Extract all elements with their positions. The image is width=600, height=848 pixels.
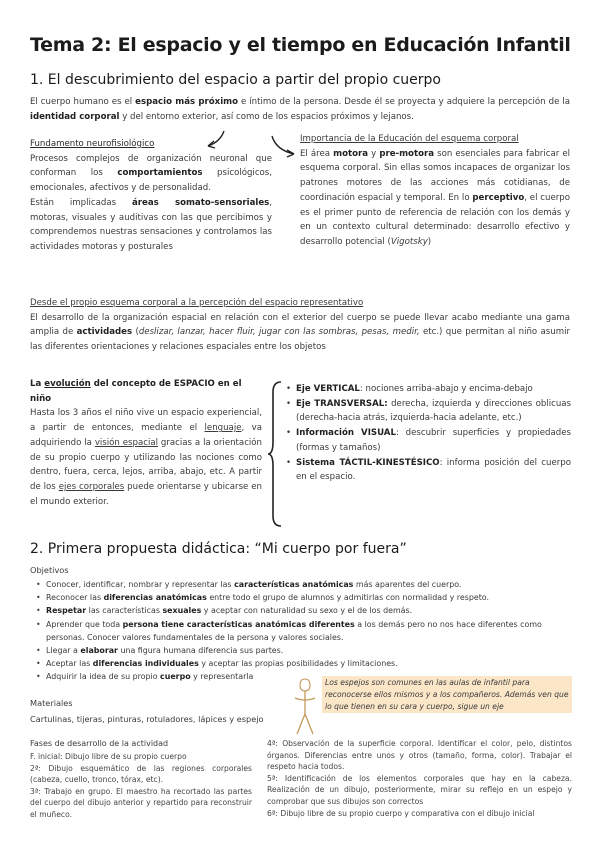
eje-item: • Información VISUAL: descubrir superficies y propiedades (formas y tamaños) [284,426,571,455]
materiales-label: Materiales [30,698,73,708]
eje-item: • Sistema TÁCTIL-KINESTÉSICO: informa posición del cuerpo en el espacio. [284,456,571,485]
objetivo-item: • Adquirir la idea de su propio cuerpo y representarla [34,670,286,683]
importancia-title: Importancia de la Educación del esquema corporal [300,134,519,144]
fases-title: Fases de desarrollo de la actividad [30,739,169,748]
fase-item: 4ª: Observación de la superficie corporal. Identificar el color, pelo, distintos órganos. Diferencias entre unos y otros (tamaño, forma, color). Trabajar el respeto hacia todos. [267,739,572,772]
objetivo-item: • Llegar a elaborar una figura humana diferencia sus partes. [34,644,574,657]
esquema-title: Desde el propio esquema corporal a la percepción del espacio representativo [30,298,364,308]
objetivo-item: • Aprender que toda persona tiene características anatómicas diferentes a los demás pero no nos hace diferentes como personas. Conocer valores fundamentales de la persona y valores sociales. [34,618,574,644]
espejos-note: Los espejos son comunes en las aulas de infantil para reconocerse ellos mismos y a los compañeros. Además ven que lo que tienen en su cara y cuerpo, sigue un eje [322,676,572,713]
objetivo-item: • Respetar las características sexuales y aceptar con naturalidad su sexo y el de los demás. [34,604,574,617]
fundamento-p2: Están implicadas áreas somato-sensoriales, motoras, visuales y auditivas con las que percibimos y comprendemos nuestras sensaciones y controlamos las actividades motoras y posturales [30,197,272,252]
ejes-list [284,382,571,485]
importancia-text: El área motora y pre-motora son esenciales para fabricar el esquema corporal. Sin ellas somos incapaces de organizar los patrones motores de las acciones más cotidianas, de coordinación espacial y temporal. En lo perceptivo, el cuerpo es el primer punto de referencia de relación con los demás y en un contexto cultural determinado: desarrollo efectivo y desarrollo potencial (Vigotsky) [300,148,571,247]
section-1-intro: El cuerpo humano es el espacio más próximo e íntimo de la persona. Desde él se proyecta y adquiere la percepción de la identidad corporal y del entorno exterior, así como de los espacios próximos y lejanos. [30,97,571,122]
objetivos-label: Objetivos [30,565,69,575]
evolucion-text: Hasta los 3 años el niño vive un espacio experiencial, a partir de entonces, mediante el lenguaje, va adquiriendo la visión espacial gracias a la orientación de su propio cuerpo y utilizando las nociones como dentro, fuera, cerca, lejos, arriba, abajo, etc. A partir de los ejes corporales puede orientarse y ubicarse en el mundo exterior. [30,408,263,507]
fases-left [30,751,252,821]
objetivo-item: • Conocer, identificar, nombrar y representar las características anatómicas más aparentes del cuerpo. [34,578,574,591]
objetivo-item: • Aceptar las diferencias individuales y aceptar las propias posibilidades y limitaciones. [34,657,574,670]
section-1-heading: 1. El descubrimiento del espacio a partir del propio cuerpo [30,72,441,88]
materiales-text: Cartulinas, tijeras, pinturas, rotuladores, lápices y espejo [30,714,264,724]
evolucion-block [30,377,262,509]
esquema-block [30,296,570,355]
section-2-heading: 2. Primera propuesta didáctica: “Mi cuerpo por fuera” [30,541,407,557]
fase-item: 5ª: Identificación de los elementos corporales que hay en la cabeza. Realización de un dibujo, posteriormente, mirar su reflejo en un espejo y comprobar que sus dibujos son correctos [267,773,572,806]
evolucion-title: La evolución del concepto de ESPACIO en el niño [30,379,242,404]
fase-item: 6ª: Dibujo libre de su propio cuerpo y comparativa con el dibujo inicial [267,808,535,818]
objetivos-list [34,578,574,684]
fase-item: F. inicial: Dibujo libre de su propio cuerpo [30,752,187,761]
fases-right [267,738,572,819]
fase-item: 2ª: Dibujo esquemático de las regiones corporales (cabeza, cuello, tronco, tórax, etc). [30,763,252,785]
fase-item: 3ª: Trabajo en grupo. El maestro ha recortado las partes del cuerpo del dibujo anterior y repartido para reconstruir el muñeco. [30,786,252,819]
esquema-text: El desarrollo de la organización espacial en relación con el exterior del cuerpo se puede llevar acabo mediante una gama amplia de actividades (deslizar, lanzar, hacer fluir, jugar con las sombras, pesas, medir, etc.) que permitan al niño asumir las diferentes orientaciones y relaciones espaciales entre los objetos [30,312,570,353]
curly-brace-icon [266,380,284,528]
importancia-block [300,132,570,250]
fundamento-p1: Procesos complejos de organización neuronal que conforman los comportamientos psicológicos, emocionales, afectivos y de personalidad. [30,153,273,194]
page-title: Tema 2: El espacio y el tiempo en Educación Infantil [30,34,571,56]
objetivo-item: • Reconocer las diferencias anatómicas entre todo el grupo de alumnos y admitirlas con normalidad y respeto. [34,591,574,604]
eje-item: • Eje TRANSVERSAL: derecha, izquierda y direcciones oblicuas (derecha-hacia atrás, izquierda-hacia adelante, etc.) [284,397,571,426]
fundamento-block [30,137,272,255]
eje-item: • Eje VERTICAL: nociones arriba-abajo y encima-debajo [284,382,571,397]
fundamento-title: Fundamento neurofisiológico [30,139,155,149]
standing-figure-icon [288,676,322,738]
